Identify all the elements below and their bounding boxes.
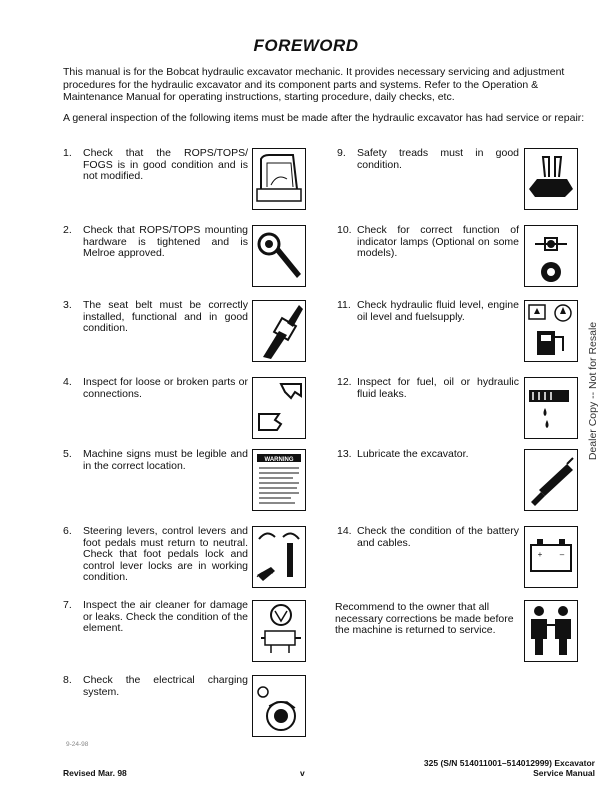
svg-text:+: +: [537, 550, 543, 559]
seat-belt-icon: [252, 300, 306, 362]
indicator-lamps-icon: [524, 225, 578, 287]
footer-faint-date: 9-24-98: [66, 741, 89, 748]
svg-text:WARNING: WARNING: [264, 457, 294, 463]
warning-sign-icon: [252, 449, 306, 511]
alternator-icon: [252, 675, 306, 737]
footer-revised: Revised Mar. 98: [63, 768, 127, 778]
broken-part-icon: [252, 377, 306, 439]
footer-model: 325 (S/N 514011001–514012999) Excavator: [423, 758, 595, 768]
footer-manual-title: Service Manual: [533, 768, 595, 778]
fluid-leak-icon: [524, 377, 578, 439]
footer-page-number: v: [300, 768, 305, 778]
air-cleaner-icon: [252, 600, 306, 662]
dealer-copy-watermark: Dealer Copy -- Not for Resale: [587, 321, 599, 461]
page-title: FOREWORD: [253, 36, 359, 55]
wrench-bolt-icon: [252, 225, 306, 287]
grease-gun-icon: [524, 449, 578, 511]
owner-mechanic-icon: [524, 600, 578, 662]
safety-tread-icon: [524, 148, 578, 210]
rops-cab-icon: [252, 148, 306, 210]
battery-icon: [524, 526, 578, 588]
inspection-intro: A general inspection of the following items must be made after the hydraulic excavator has had service or repair:: [63, 112, 585, 124]
fluid-levels-icon: [524, 300, 578, 362]
intro-paragraph: This manual is for the Bobcat hydraulic excavator mechanic. It provides necessary servicing and adjustment procedures for the hydraulic excavator and its component parts and systems. Refer to the Operation & Maintenance Manual for operating instructions, starting procedure, daily checks, etc.: [63, 66, 565, 103]
control-levers-icon: [252, 526, 306, 588]
svg-text:–: –: [559, 550, 565, 559]
